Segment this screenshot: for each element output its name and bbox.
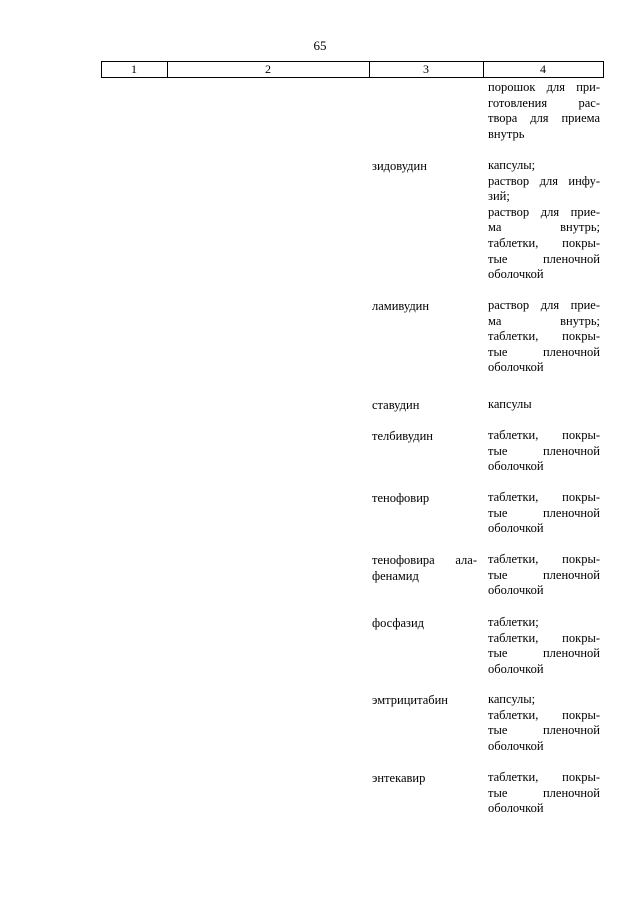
dosage-form-line: готовления рас- bbox=[488, 95, 600, 110]
header-col-3: 3 bbox=[423, 62, 429, 76]
dosage-form bbox=[488, 490, 600, 537]
drug-name-line: ставудин bbox=[372, 398, 420, 412]
drug-name-line: энтекавир bbox=[372, 771, 426, 785]
dosage-form-line: капсулы; bbox=[488, 692, 536, 706]
drug-name-line: эмтрицитабин bbox=[372, 693, 449, 707]
header-col-1: 1 bbox=[131, 62, 137, 76]
dosage-form-line: оболочкой bbox=[488, 267, 544, 282]
dosage-form-line: тые пленочной bbox=[488, 567, 600, 582]
header-col-4: 4 bbox=[540, 62, 546, 76]
dosage-form-line: оболочкой bbox=[488, 738, 544, 753]
dosage-form-line: таблетки, покры- bbox=[488, 490, 600, 504]
dosage-form bbox=[488, 298, 600, 376]
dosage-form-line: тые пленочной bbox=[488, 785, 600, 800]
dosage-form-line: тые пленочной bbox=[488, 344, 600, 359]
dosage-form bbox=[488, 80, 600, 142]
dosage-form-line: тые пленочной bbox=[488, 505, 600, 520]
drug-name bbox=[372, 770, 477, 786]
table-header bbox=[101, 61, 604, 78]
dosage-form bbox=[488, 428, 600, 475]
dosage-form-line: твора для приема bbox=[488, 111, 600, 126]
dosage-form-line: таблетки, покры- bbox=[488, 707, 600, 722]
drug-name-line: тенофовир bbox=[372, 491, 430, 505]
dosage-form bbox=[488, 158, 600, 283]
header-col-2: 2 bbox=[265, 62, 271, 76]
drug-name bbox=[372, 158, 477, 174]
drug-name bbox=[372, 298, 477, 314]
dosage-form-line: порошок для при- bbox=[488, 80, 600, 94]
dosage-form-line: капсулы bbox=[488, 397, 532, 411]
dosage-form-line: зий; bbox=[488, 189, 510, 204]
drug-name bbox=[372, 397, 477, 413]
dosage-form-line: тые пленочной bbox=[488, 723, 600, 738]
dosage-form-line: таблетки, покры- bbox=[488, 428, 600, 442]
dosage-form-line: оболочкой bbox=[488, 521, 544, 536]
dosage-form-line: внутрь bbox=[488, 126, 525, 141]
drug-name bbox=[372, 490, 477, 506]
dosage-form-line: капсулы; bbox=[488, 158, 536, 172]
dosage-form-line: таблетки, покры- bbox=[488, 235, 600, 250]
dosage-form-line: таблетки, покры- bbox=[488, 552, 600, 566]
dosage-form bbox=[488, 552, 600, 599]
dosage-form-line: тые пленочной bbox=[488, 646, 600, 661]
dosage-form-line: оболочкой bbox=[488, 583, 544, 598]
drug-name-line: фосфазид bbox=[372, 616, 424, 630]
dosage-form-line: таблетки; bbox=[488, 615, 539, 629]
dosage-form-line: таблетки, покры- bbox=[488, 770, 600, 784]
drug-name-line: тенофовира ала- bbox=[372, 553, 477, 567]
dosage-form bbox=[488, 615, 600, 677]
drug-name bbox=[372, 692, 477, 708]
dosage-form-line: тые пленочной bbox=[488, 443, 600, 458]
drug-name-line: фенамид bbox=[372, 569, 419, 583]
dosage-form-line: оболочкой bbox=[488, 661, 544, 676]
column-divider bbox=[603, 62, 604, 77]
page-number: 65 bbox=[313, 38, 327, 53]
dosage-form-line: раствор для прие- bbox=[488, 298, 600, 312]
drug-name-line: телбивудин bbox=[372, 429, 433, 443]
dosage-form bbox=[488, 692, 600, 754]
dosage-form-line: тые пленочной bbox=[488, 251, 600, 266]
drug-name-line: ламивудин bbox=[372, 299, 430, 313]
dosage-form-line: таблетки, покры- bbox=[488, 329, 600, 344]
drug-name bbox=[372, 615, 477, 631]
drug-name bbox=[372, 428, 477, 444]
dosage-form-line: оболочкой bbox=[488, 360, 544, 375]
dosage-form-line: ма внутрь; bbox=[488, 313, 600, 328]
dosage-form-line: оболочкой bbox=[488, 459, 544, 474]
drug-name-line: зидовудин bbox=[372, 159, 427, 173]
dosage-form-line: ма внутрь; bbox=[488, 220, 600, 235]
dosage-form-line: таблетки, покры- bbox=[488, 630, 600, 645]
dosage-form bbox=[488, 770, 600, 817]
dosage-form-line: раствор для инфу- bbox=[488, 173, 600, 188]
dosage-form-line: оболочкой bbox=[488, 801, 544, 816]
dosage-form-line: раствор для прие- bbox=[488, 204, 600, 219]
dosage-form bbox=[488, 397, 600, 413]
drug-name bbox=[372, 552, 477, 584]
